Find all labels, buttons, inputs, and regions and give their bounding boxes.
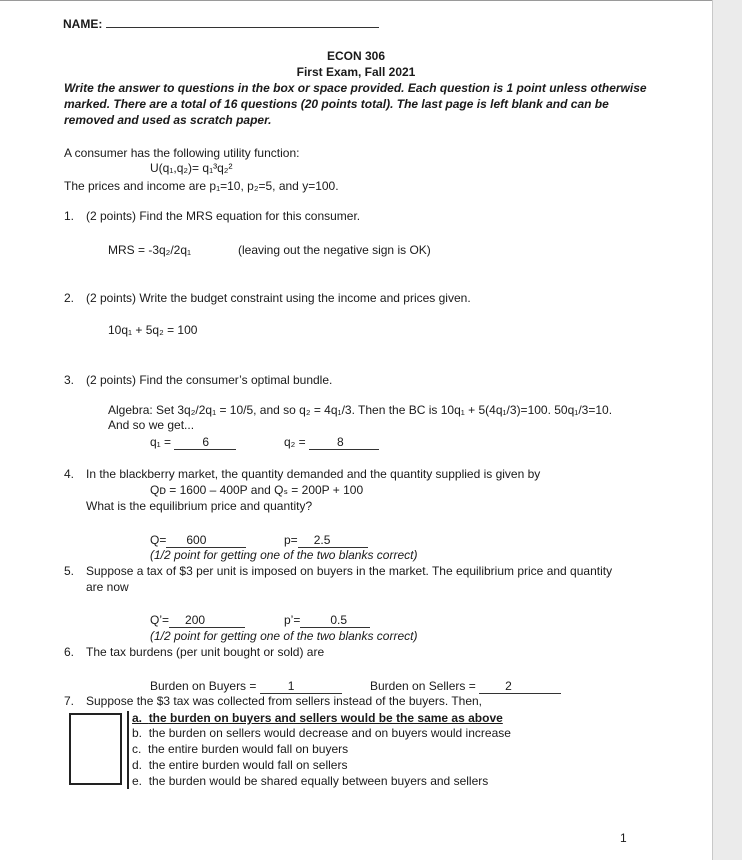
- q6-buyers-blank: [260, 679, 342, 694]
- q5-q-blank: [169, 613, 245, 628]
- q6-buyers-answer: [150, 679, 342, 694]
- q4-p-answer: [284, 533, 368, 548]
- q7-option-b-text: the burden on sellers would decrease and on buyers would increase: [148, 726, 511, 740]
- q4-p-blank: [298, 533, 368, 548]
- q5-partial-credit: (1/2 point for getting one of the two blanks correct): [150, 629, 418, 643]
- q2-answer: 10q₁ + 5q₂ = 100: [108, 323, 198, 337]
- instructions-line-3: removed and used as scratch paper.: [64, 113, 272, 127]
- q7-option-b-letter: b.: [132, 726, 143, 740]
- q4-question: What is the equilibrium price and quantity?: [86, 499, 313, 513]
- q3-q1-blank: [174, 435, 236, 450]
- q7-option-a-letter: a.: [132, 711, 143, 725]
- q5-q-label: Q’=: [150, 613, 170, 627]
- q6-number: 6.: [64, 645, 75, 659]
- q5-p-value: 0.5: [330, 613, 348, 627]
- q7-answer-box[interactable]: [69, 713, 122, 785]
- q1-note: (leaving out the negative sign is OK): [238, 243, 431, 257]
- q1-answer: MRS = -3q₂/2q₁: [108, 243, 192, 257]
- q4-q-value: 600: [186, 533, 207, 547]
- q3-work-line-1: Algebra: Set 3q₂/2q₁ = 10/5, and so q₂ = 4q₁/3. Then the BC is 10q₁ + 5(4q₁/3)=100. 50q₁/3=10.: [108, 403, 613, 417]
- vertical-scrollbar[interactable]: [712, 0, 742, 860]
- q2-text: (2 points) Write the budget constraint using the income and prices given.: [86, 291, 471, 305]
- q3-q2-blank: [309, 435, 379, 450]
- q4-q-blank: [166, 533, 246, 548]
- q7-option-e-letter: e.: [132, 774, 143, 788]
- q7-number: 7.: [64, 694, 75, 708]
- intro-line: A consumer has the following utility function:: [64, 146, 300, 160]
- course-title: ECON 306: [326, 49, 386, 63]
- q7-options-divider: [127, 711, 129, 789]
- q5-q-answer: [150, 613, 245, 628]
- q3-text: (2 points) Find the consumer’s optimal bundle.: [86, 373, 333, 387]
- q5-p-label: p’=: [284, 613, 301, 627]
- q4-p-value: 2.5: [313, 533, 331, 547]
- exam-title: First Exam, Fall 2021: [296, 65, 416, 79]
- utility-function: U(q₁,q₂)= q₁³q₂²: [150, 161, 233, 175]
- name-blank: [106, 27, 379, 28]
- q4-q-label: Q=: [150, 533, 167, 547]
- q5-number: 5.: [64, 564, 75, 578]
- q6-buyers-label: Burden on Buyers =: [150, 679, 257, 693]
- prices-income: The prices and income are p₁=10, p₂=5, and y=100.: [64, 179, 339, 193]
- instructions-line-1: Write the answer to questions in the box or space provided. Each question is 1 point unless otherwise: [64, 81, 647, 95]
- q7-option-d-letter: d.: [132, 758, 143, 772]
- q4-q-answer: [150, 533, 246, 548]
- q5-text: Suppose a tax of $3 per unit is imposed on buyers in the market. The equilibrium price and quantity: [86, 564, 613, 578]
- q7-option-e: [132, 774, 488, 788]
- q3-number: 3.: [64, 373, 75, 387]
- name-field: [63, 17, 379, 31]
- q2-number: 2.: [64, 291, 75, 305]
- q7-text: Suppose the $3 tax was collected from sellers instead of the buyers. Then,: [86, 694, 482, 708]
- name-label: NAME:: [63, 17, 103, 31]
- q6-text: The tax burdens (per unit bought or sold) are: [86, 645, 325, 659]
- page-number: 1: [620, 831, 627, 845]
- q6-sellers-label: Burden on Sellers =: [370, 679, 476, 693]
- q4-text: In the blackberry market, the quantity demanded and the quantity supplied is given by: [86, 467, 541, 481]
- q5-text-2: are now: [86, 580, 129, 594]
- q6-sellers-value: 2: [505, 679, 512, 693]
- q7-option-e-text: the burden would be shared equally between buyers and sellers: [148, 774, 489, 788]
- q4-p-label: p=: [284, 533, 298, 547]
- q4-number: 4.: [64, 467, 75, 481]
- q3-q1-label: q₁ =: [150, 435, 172, 449]
- q4-equations: Qᴅ = 1600 – 400P and Qₛ = 200P + 100: [150, 483, 364, 497]
- q7-option-b: [132, 726, 511, 740]
- instructions-line-2: marked. There are a total of 16 questions (20 points total). The last page is left blank and can be: [64, 97, 609, 111]
- q5-q-value: 200: [185, 613, 206, 627]
- q7-option-d: [132, 758, 347, 772]
- q3-q2-value: 8: [337, 435, 344, 449]
- q3-q2-answer: [284, 435, 379, 450]
- q7-option-c: [132, 742, 348, 756]
- q6-sellers-answer: [370, 679, 561, 694]
- q5-p-blank: [300, 613, 370, 628]
- q7-option-c-letter: c.: [132, 742, 142, 756]
- q7-option-c-text: the entire burden would fall on buyers: [148, 742, 349, 756]
- q4-partial-credit: (1/2 point for getting one of the two blanks correct): [150, 548, 418, 562]
- q5-p-answer: [284, 613, 370, 628]
- q3-work-line-2: And so we get...: [108, 418, 195, 432]
- q3-q2-label: q₂ =: [284, 435, 306, 449]
- q1-number: 1.: [64, 209, 75, 223]
- q1-text: (2 points) Find the MRS equation for this consumer.: [86, 209, 361, 223]
- q7-option-d-text: the entire burden would fall on sellers: [148, 758, 348, 772]
- q6-sellers-blank: [479, 679, 561, 694]
- q6-buyers-value: 1: [287, 679, 295, 693]
- q7-option-a-text: the burden on buyers and sellers would be the same as above: [148, 711, 503, 725]
- q3-q1-answer: [150, 435, 236, 450]
- q3-q1-value: 6: [202, 435, 210, 449]
- q7-option-a: [132, 711, 503, 725]
